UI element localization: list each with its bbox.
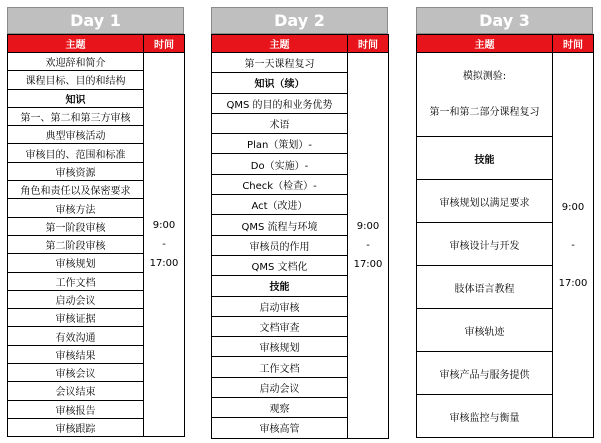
topic-header: 主题	[212, 35, 348, 53]
time-header: 时间	[348, 35, 389, 53]
topic-cell: 审核设计与开发	[417, 223, 553, 266]
schedule-table	[7, 34, 185, 437]
time-cell	[348, 53, 389, 439]
topic-cell: 第一天课程复习	[212, 53, 348, 73]
topic-cell: 审核目的、范围和标准	[8, 144, 144, 162]
topic-cell: 启动会议	[212, 377, 348, 397]
time-separator: -	[366, 239, 370, 251]
start-time: 9:00	[561, 201, 585, 213]
schedule-table	[416, 34, 594, 438]
topic-cell: 文档审查	[212, 316, 348, 336]
topic-cell: QMS 的目的和业务优势	[212, 93, 348, 113]
time-cell	[553, 53, 594, 438]
topic-cell: 审核会议	[8, 364, 144, 382]
topic-cell: 审核监控与衡量	[417, 395, 553, 438]
time-separator: -	[162, 239, 166, 251]
topic-cell: Check（检查）-	[212, 174, 348, 194]
topic-cell: 欢迎辞和简介	[8, 53, 144, 71]
topic-cell: 审核证据	[8, 309, 144, 327]
topic-cell: 审核资源	[8, 162, 144, 180]
topic-cell: 审核方法	[8, 199, 144, 217]
end-time: 17:00	[149, 258, 179, 270]
section-heading: 技能	[212, 276, 348, 296]
topic-header: 主题	[8, 35, 144, 53]
end-time: 17:00	[558, 277, 588, 289]
day-title: Day 1	[7, 7, 184, 34]
topic-cell: 第一、第二和第三方审核	[8, 107, 144, 125]
day-title: Day 2	[211, 7, 388, 34]
topic-cell: 审核产品与服务提供	[417, 352, 553, 395]
topic-cell: 角色和责任以及保密要求	[8, 181, 144, 199]
topic-cell: Act（改进）	[212, 195, 348, 215]
topic-cell: 审核跟踪	[8, 418, 144, 436]
section-heading: 知识	[8, 89, 144, 107]
topic-cell: 审核轨迹	[417, 309, 553, 352]
topic-cell: 审核员的作用	[212, 235, 348, 255]
review-label: 第一和第二部分课程复习	[429, 106, 540, 118]
schedule-table	[211, 34, 389, 439]
start-time: 9:00	[356, 220, 380, 232]
topic-cell: 审核高管	[212, 418, 348, 438]
topic-cell: 第二阶段审核	[8, 235, 144, 253]
time-separator: -	[571, 239, 575, 251]
topic-cell: 有效沟通	[8, 327, 144, 345]
day-2-schedule	[211, 7, 388, 439]
topic-cell: 审核规划	[8, 254, 144, 272]
topic-cell: 审核规划	[212, 337, 348, 357]
topic-cell: Do（实施）-	[212, 154, 348, 174]
topic-cell: QMS 文档化	[212, 255, 348, 275]
quiz-label: 模拟测验:	[462, 70, 507, 82]
topic-cell: 观察	[212, 398, 348, 418]
topic-cell: 课程目标、目的和结构	[8, 71, 144, 89]
time-cell	[144, 53, 185, 437]
topic-cell: QMS 流程与环境	[212, 215, 348, 235]
topic-cell: 审核结果	[8, 345, 144, 363]
topic-cell: 启动审核	[212, 296, 348, 316]
topic-cell: Plan（策划）-	[212, 134, 348, 154]
topic-cell: 术语	[212, 113, 348, 133]
end-time: 17:00	[353, 258, 383, 270]
time-header: 时间	[553, 35, 594, 53]
topic-cell: 典型审核活动	[8, 126, 144, 144]
topic-cell: 工作文档	[212, 357, 348, 377]
section-heading: 技能	[417, 137, 553, 180]
start-time: 9:00	[152, 220, 176, 232]
topic-cell: 会议结束	[8, 382, 144, 400]
topic-cell: 审核规划以满足要求	[417, 180, 553, 223]
time-header: 时间	[144, 35, 185, 53]
day-3-schedule	[416, 7, 593, 438]
topic-cell: 审核报告	[8, 400, 144, 418]
topic-cell: 第一阶段审核	[8, 217, 144, 235]
day-title: Day 3	[416, 7, 593, 34]
section-heading: 知识（续）	[212, 73, 348, 93]
day-1-schedule	[7, 7, 184, 437]
topic-cell	[417, 53, 553, 137]
topic-cell: 肢体语言教程	[417, 266, 553, 309]
topic-cell: 工作文档	[8, 272, 144, 290]
topic-cell: 启动会议	[8, 290, 144, 308]
topic-header: 主题	[417, 35, 553, 53]
